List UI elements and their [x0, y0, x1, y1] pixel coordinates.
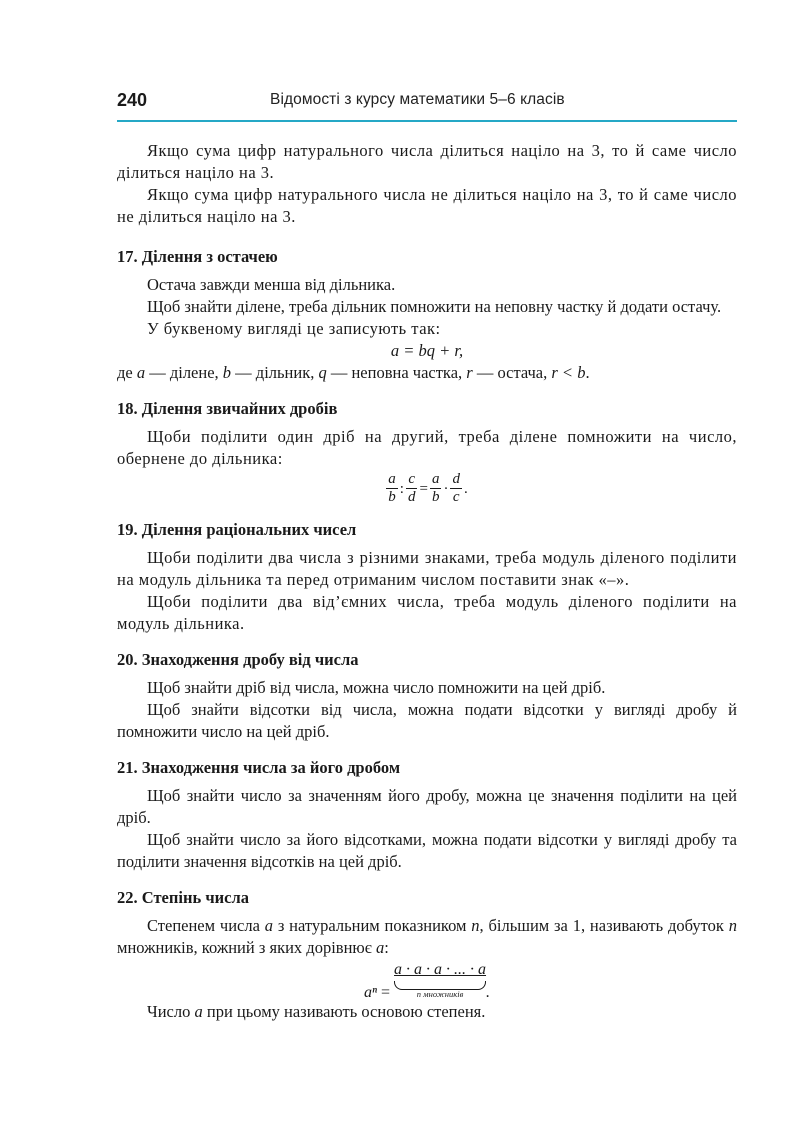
- paragraph: Щоби поділити два числа з різними знаками, треба модуль діленого поділити на модуль дільника та перед отриманим числом поставити знак «–».: [117, 548, 737, 589]
- section-heading: 22. Степінь числа: [117, 888, 249, 907]
- formula-power-definition: aⁿ = a · a · a · ... · a n множників .: [363, 961, 491, 1001]
- divisibility-rule-paragraph: Якщо сума цифр натурального числа ділиться націло на 3, то й саме число ділиться націло на 3.: [117, 141, 737, 182]
- brace-label: n множників: [416, 989, 464, 999]
- formula-division-remainder: a = bq + r,: [390, 341, 464, 360]
- page-header: [117, 90, 737, 124]
- product-with-brace: a · a · a · ... · a n множників: [394, 961, 487, 999]
- fraction: $\frac{c}{d}$: [407, 471, 416, 505]
- paragraph: У буквеному вигляді це записують так:: [147, 319, 441, 338]
- fraction: $\frac{a}{b}$: [388, 471, 396, 505]
- section-heading: 20. Знаходження дробу від числа: [117, 650, 359, 669]
- fraction: $\frac{d}{c}$: [452, 471, 460, 505]
- running-title: Відомості з курсу математики 5–6 класів: [270, 91, 565, 108]
- page-number: 240: [117, 90, 148, 110]
- section-heading: 21. Знаходження числа за його дробом: [117, 758, 401, 777]
- paragraph: Остача завжди менша від дільника.: [147, 275, 396, 294]
- paragraph: Степенем числа a з натуральним показником n, більшим за 1, називають добуток n множників, кожний з яких дорівнює a:: [117, 916, 737, 957]
- paragraph: Щоб знайти число за значенням його дробу, можна це значення поділити на цей дріб.: [117, 786, 737, 827]
- paragraph: Щоб знайти число за його відсотками, можна подати відсотки у вигляді дробу та поділити значення відсотків на цей дріб.: [117, 830, 737, 871]
- paragraph: Щоби поділити один дріб на другий, треба ділене помножити на число, обернене до дільника:: [117, 427, 737, 468]
- paragraph: Число a при цьому називають основою степеня.: [147, 1002, 486, 1021]
- page-content: [117, 140, 737, 1023]
- formula-fraction-division: $\frac{a}{b}$ : $\frac{c}{d}$ = $\frac{a}{b}$ · $\frac{d}{c}$ .: [388, 471, 468, 505]
- paragraph: Щоб знайти дріб від числа, можна число помножити на цей дріб.: [147, 678, 606, 697]
- paragraph: Щоб знайти відсотки від числа, можна подати відсотки у вигляді дробу й помножити число на цей дріб.: [117, 700, 737, 741]
- fraction: $\frac{a}{b}$: [431, 471, 440, 505]
- formula-explanation: де a — ділене, b — дільник, q — неповна частка, r — остача, r < b.: [117, 363, 590, 382]
- paragraph: Щоб знайти ділене, треба дільник помножити на неповну частку й додати остачу.: [147, 297, 722, 316]
- section-heading: 17. Ділення з остачею: [117, 247, 278, 266]
- section-heading: 18. Ділення звичайних дробів: [117, 399, 338, 418]
- section-heading: 19. Ділення раціональних чисел: [117, 520, 357, 539]
- divisibility-rule-paragraph: Якщо сума цифр натурального числа не ділиться націло на 3, то й саме число не ділиться націло на 3.: [117, 185, 737, 226]
- paragraph: Щоби поділити два від’ємних числа, треба модуль діленого поділити на модуль дільника.: [117, 592, 737, 633]
- header-divider: [117, 120, 737, 122]
